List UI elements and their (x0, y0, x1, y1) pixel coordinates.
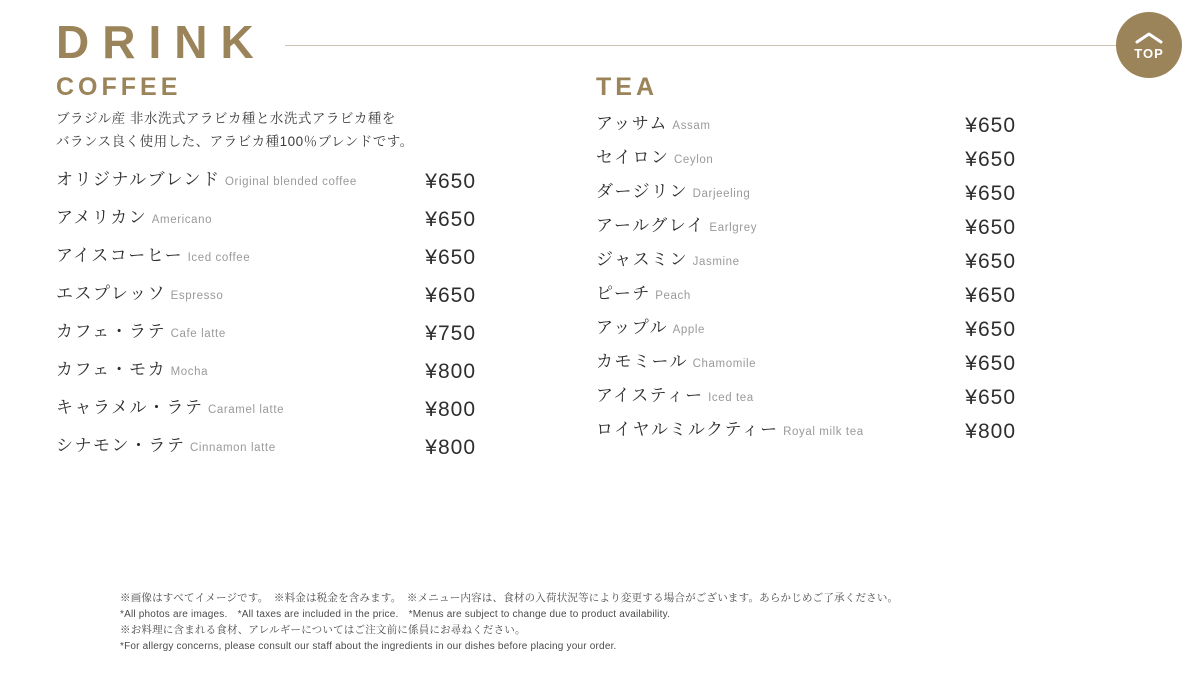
menu-item-name-en: Caramel latte (207, 403, 285, 416)
menu-item-name-ja: アールグレイ (596, 216, 705, 235)
list-item (596, 176, 1016, 210)
menu-item-name-ja: カフェ・ラテ (56, 321, 167, 341)
footer-note-line: ※画像はすべてイメージです。 ※料金は税金を含みます。 ※メニュー内容は、食材の入荷状況等により変更する場合がございます。あらかじめご了承ください。 (120, 592, 899, 605)
menu-item-name-ja: カフェ・モカ (56, 359, 167, 379)
menu-item-price: ¥650 (425, 207, 476, 231)
list-item (56, 390, 476, 428)
menu-item-price: ¥800 (425, 397, 476, 421)
list-item (596, 312, 1016, 346)
menu-item-text (596, 385, 754, 408)
menu-item-text (596, 317, 705, 340)
list-item (596, 414, 1016, 448)
menu-item-text (56, 321, 226, 344)
menu-item-name-en: Royal milk tea (783, 426, 864, 438)
list-item (596, 244, 1016, 278)
menu-item-name-ja: ダージリン (596, 182, 689, 201)
menu-item-text (56, 245, 250, 268)
chevron-up-icon (1134, 31, 1164, 45)
menu-item-text (596, 419, 864, 442)
page-header (56, 12, 1144, 72)
list-item (56, 200, 476, 238)
coffee-section (56, 72, 476, 466)
menu-item-name-en: Americano (151, 213, 213, 226)
menu-item-text (56, 397, 284, 420)
coffee-description (56, 108, 476, 154)
menu-item-text (596, 215, 757, 238)
menu-item-name-en: Cinnamon latte (189, 441, 276, 454)
coffee-description-line-1: ブラジル産 非水洗式アラビカ種と水洗式アラビカ種を (56, 111, 396, 126)
menu-item-price: ¥650 (965, 284, 1016, 307)
list-item (596, 210, 1016, 244)
menu-item-name-en: Peach (655, 290, 691, 302)
menu-item-name-en: Mocha (170, 365, 209, 378)
menu-item-name-en: Original blended coffee (225, 175, 357, 188)
menu-item-name-en: Darjeeling (692, 188, 751, 200)
list-item (596, 108, 1016, 142)
menu-item-name-en: Iced coffee (187, 251, 251, 264)
menu-item-price: ¥650 (965, 386, 1016, 409)
menu-item-name-ja: エスプレッソ (56, 283, 167, 303)
menu-item-price: ¥650 (965, 148, 1016, 171)
list-item (56, 238, 476, 276)
menu-item-name-en: Cafe latte (170, 327, 226, 340)
menu-item-name-en: Apple (672, 324, 706, 336)
menu-item-price: ¥650 (965, 352, 1016, 375)
coffee-section-title: COFFEE (56, 73, 182, 101)
menu-item-name-en: Chamomile (692, 358, 757, 370)
menu-item-text (56, 359, 208, 382)
menu-item-price: ¥650 (965, 114, 1016, 137)
header-divider (285, 45, 1124, 46)
coffee-menu-list (56, 162, 476, 466)
menu-item-text (596, 113, 711, 136)
menu-item-name-en: Espresso (170, 289, 224, 302)
scroll-to-top-button[interactable] (1116, 12, 1182, 78)
menu-item-price: ¥650 (965, 216, 1016, 239)
tea-section (596, 72, 1016, 448)
page-title: DRINK (56, 16, 267, 68)
menu-item-name-en: Ceylon (673, 154, 714, 166)
menu-item-name-ja: シナモン・ラテ (56, 435, 186, 455)
menu-item-text (56, 169, 357, 192)
list-item (596, 346, 1016, 380)
menu-item-price: ¥650 (965, 250, 1016, 273)
menu-item-name-ja: アメリカン (56, 207, 148, 227)
menu-item-name-ja: ピーチ (596, 284, 651, 303)
menu-item-name-ja: カモミール (596, 352, 689, 371)
footer-note-line: ※お料理に含まれる食材、アレルギーについてはご注文前に係員にお尋ねください。 (120, 624, 526, 637)
list-item (56, 352, 476, 390)
menu-item-name-ja: アッサム (596, 114, 668, 133)
menu-item-name-en: Assam (672, 120, 711, 132)
list-item (56, 162, 476, 200)
menu-item-text (596, 147, 713, 170)
menu-item-price: ¥800 (965, 420, 1016, 443)
menu-item-name-ja: アップル (596, 318, 669, 337)
menu-item-name-ja: ロイヤルミルクティー (596, 420, 779, 439)
list-item (56, 428, 476, 466)
menu-item-name-en: Iced tea (708, 392, 754, 404)
list-item (596, 142, 1016, 176)
menu-item-name-ja: アイスティー (596, 386, 704, 405)
footer-note-line: *All photos are images. *All taxes are included in the price. *Menus are subject to change due to product availability. (120, 608, 671, 620)
list-item (596, 278, 1016, 312)
menu-item-name-ja: ジャスミン (596, 250, 689, 269)
list-item (56, 276, 476, 314)
menu-item-name-en: Jasmine (692, 256, 740, 268)
list-item (56, 314, 476, 352)
menu-item-price: ¥800 (425, 359, 476, 383)
menu-item-price: ¥650 (965, 318, 1016, 341)
menu-item-text (596, 283, 691, 306)
menu-item-text (56, 283, 223, 306)
menu-item-name-ja: セイロン (596, 148, 670, 167)
menu-item-price: ¥650 (425, 169, 476, 193)
menu-item-price: ¥650 (425, 283, 476, 307)
menu-item-name-ja: キャラメル・ラテ (56, 397, 204, 417)
menu-item-price: ¥750 (425, 321, 476, 345)
menu-item-price: ¥650 (425, 245, 476, 269)
tea-section-title: TEA (596, 73, 658, 101)
footer-note-line: *For allergy concerns, please consult our staff about the ingredients in our dishes before placing your order. (120, 640, 617, 652)
menu-item-text (56, 207, 212, 230)
scroll-to-top-label: TOP (1134, 45, 1164, 61)
menu-item-name-ja: アイスコーヒー (56, 245, 184, 265)
list-item (596, 380, 1016, 414)
menu-item-text (56, 435, 276, 458)
menu-item-price: ¥800 (425, 435, 476, 459)
menu-item-text (596, 351, 756, 374)
tea-menu-list (596, 108, 1016, 448)
menu-item-text (596, 181, 750, 204)
menu-item-name-ja: オリジナルブレンド (56, 169, 221, 189)
footer-notes (120, 590, 1100, 654)
menu-item-text (596, 249, 740, 272)
menu-item-name-en: Earlgrey (709, 222, 758, 234)
menu-item-price: ¥650 (965, 182, 1016, 205)
coffee-description-line-2: バランス良く使用した、アラビカ種100％ブレンドです。 (56, 133, 414, 149)
